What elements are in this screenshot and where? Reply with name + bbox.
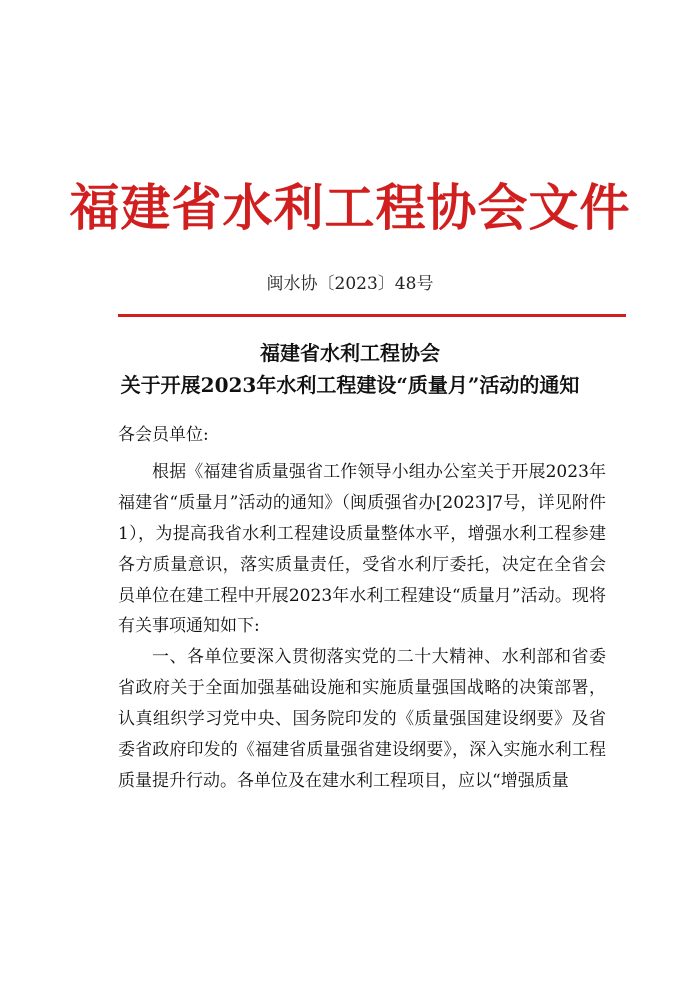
paragraph-background: 根据《福建省质量强省工作领导小组办公室关于开展2023年福建省“质量月”活动的通知》（闽质强省办[2023]7号，详见附件1），为提高我省水利工程建设质量整体水平，增强水利工程参建各方质量意识，落实质量责任，受省水利厅委托，决定在全省会员单位在建工程中开展2023年水利工程建设“质量月”活动。现将有关事项通知如下: — [118, 461, 606, 637]
red-divider — [118, 314, 626, 317]
document-number: 闽水协〔2023〕48号 — [266, 274, 434, 294]
organization-header: 福建省水利工程协会文件 — [69, 178, 631, 237]
notice-title-subject: 关于开展2023年水利工程建设“质量月”活动的通知 — [120, 373, 580, 397]
notice-body — [118, 420, 606, 797]
salutation: 各会员单位: — [118, 425, 209, 445]
paragraph-item-one: 一、各单位要深入贯彻落实党的二十大精神、水利部和省委省政府关于全面加强基础设施和实施质量强国战略的决策部署，认真组织学习党中央、国务院印发的《质量强国建设纲要》及省委省政府印发的《福建省质量强省建设纲要》，深入实施水利工程质量提升行动。各单位及在建水利工程项目，应以“增强质量 — [118, 647, 606, 791]
notice-title-organization: 福建省水利工程协会 — [260, 341, 440, 365]
